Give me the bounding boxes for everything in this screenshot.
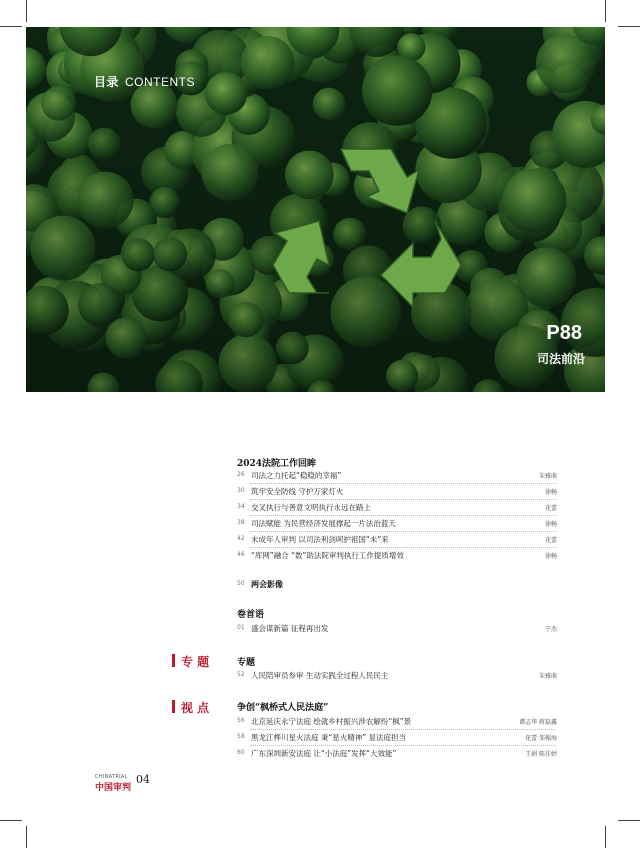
crop-mark bbox=[26, 826, 27, 848]
toc-entry[interactable] bbox=[237, 579, 557, 591]
feature-page-number: P88 bbox=[546, 322, 582, 344]
entry-page: 38 bbox=[237, 519, 245, 526]
entry-page: 46 bbox=[237, 551, 245, 558]
entry-title: “库网”融合 “数”助法院审判执行工作提质增效 bbox=[251, 551, 404, 560]
divider bbox=[250, 547, 556, 548]
contents-title-cn: 目录 bbox=[94, 75, 120, 89]
contents-title-en: CONTENTS bbox=[125, 75, 196, 89]
entry-author: 谭志华 蒋磊鑫 bbox=[519, 719, 557, 726]
entry-title: 筑牢安全防线 守护万家灯火 bbox=[251, 487, 344, 496]
section-heading: 2024法院工作回眸 bbox=[237, 459, 317, 469]
entry-page: 30 bbox=[237, 487, 245, 494]
entry-title: 北京延庆永宁法庭 绘就乡村振兴涉农解纷“枫”景 bbox=[251, 717, 412, 726]
toc-entry[interactable] bbox=[237, 486, 557, 498]
toc-entry[interactable] bbox=[237, 716, 557, 728]
entry-author: 花蕾 邹振海 bbox=[525, 735, 557, 742]
entry-page: 01 bbox=[237, 624, 245, 631]
toc-entry[interactable] bbox=[237, 623, 557, 635]
entry-title: 司法赋能 为民营经济发展撑起一片法治蓝天 bbox=[251, 519, 396, 528]
feature-title: 司法前沿 bbox=[536, 352, 585, 366]
entry-page: 60 bbox=[237, 749, 245, 756]
entry-page: 58 bbox=[237, 733, 245, 740]
entry-author: 朱雅萌 bbox=[538, 673, 557, 680]
crop-mark bbox=[618, 820, 640, 821]
section-heading: 专题 bbox=[237, 658, 256, 668]
entry-title: 交叉执行与善意文明执行永远在路上 bbox=[251, 503, 371, 512]
entry-title: 未成年人审判 以司法利剑呵护祖国“未”来 bbox=[251, 535, 389, 544]
entry-author: 徐畅 bbox=[544, 553, 557, 560]
crop-mark bbox=[0, 26, 22, 27]
toc-entry[interactable] bbox=[237, 502, 557, 514]
entry-page: 42 bbox=[237, 535, 245, 542]
entry-author: 徐畅 bbox=[544, 521, 557, 528]
entry-title: 盛会谋新篇 征程再出发 bbox=[251, 624, 329, 633]
entry-author: 朱雅萌 bbox=[538, 473, 557, 480]
entry-page: 50 bbox=[237, 580, 245, 587]
toc-entry[interactable] bbox=[237, 470, 557, 482]
page-number: 04 bbox=[136, 773, 150, 786]
magazine-logo-cn: 中国审判 bbox=[95, 783, 132, 793]
category-marker bbox=[172, 700, 175, 713]
section-heading: 两会影像 bbox=[251, 579, 283, 589]
divider bbox=[250, 483, 556, 484]
divider bbox=[250, 729, 556, 730]
divider bbox=[250, 531, 556, 532]
category-label: 视 点 bbox=[181, 701, 210, 715]
entry-author: 宁杰 bbox=[544, 626, 557, 633]
entry-author: 花蕾 bbox=[544, 537, 557, 544]
toc-entry[interactable] bbox=[237, 732, 557, 744]
category-marker bbox=[172, 654, 175, 667]
toc-entry[interactable] bbox=[237, 748, 557, 760]
magazine-logo bbox=[95, 774, 131, 793]
entry-author: 徐畅 bbox=[544, 489, 557, 496]
toc-entry[interactable] bbox=[237, 534, 557, 546]
toc-entry[interactable] bbox=[237, 518, 557, 530]
divider bbox=[250, 499, 556, 500]
toc-entry[interactable] bbox=[237, 550, 557, 562]
entry-author: 花蕾 bbox=[544, 505, 557, 512]
entry-author: 王娟 陈佳婷 bbox=[525, 751, 557, 758]
section-heading: 卷首语 bbox=[237, 610, 265, 620]
entry-page: 56 bbox=[237, 717, 245, 724]
magazine-logo-en: CHINATRIAL bbox=[95, 774, 128, 780]
section-heading: 争创“枫桥式人民法庭” bbox=[237, 703, 329, 713]
crop-mark bbox=[605, 0, 606, 22]
category-label: 专 题 bbox=[181, 655, 210, 669]
divider bbox=[250, 515, 556, 516]
entry-title: 黑龙江桦川星火法庭 秉“星火精神” 显法庭担当 bbox=[251, 733, 407, 742]
crop-mark bbox=[0, 820, 22, 821]
entry-title: 人民陪审员参审 生动实践全过程人民民主 bbox=[251, 671, 389, 680]
crop-mark bbox=[605, 826, 606, 848]
entry-page: 34 bbox=[237, 503, 245, 510]
entry-page: 26 bbox=[237, 471, 245, 478]
toc-entry[interactable] bbox=[237, 670, 557, 682]
crop-mark bbox=[26, 0, 27, 22]
entry-title: 司法之力托起“稳稳的幸福” bbox=[251, 471, 342, 480]
entry-page: 52 bbox=[237, 671, 245, 678]
entry-title: 广东深圳新安法庭 让“小法庭”发挥“大效能” bbox=[251, 749, 397, 758]
divider bbox=[250, 745, 556, 746]
crop-mark bbox=[618, 26, 640, 27]
contents-header bbox=[94, 73, 195, 90]
